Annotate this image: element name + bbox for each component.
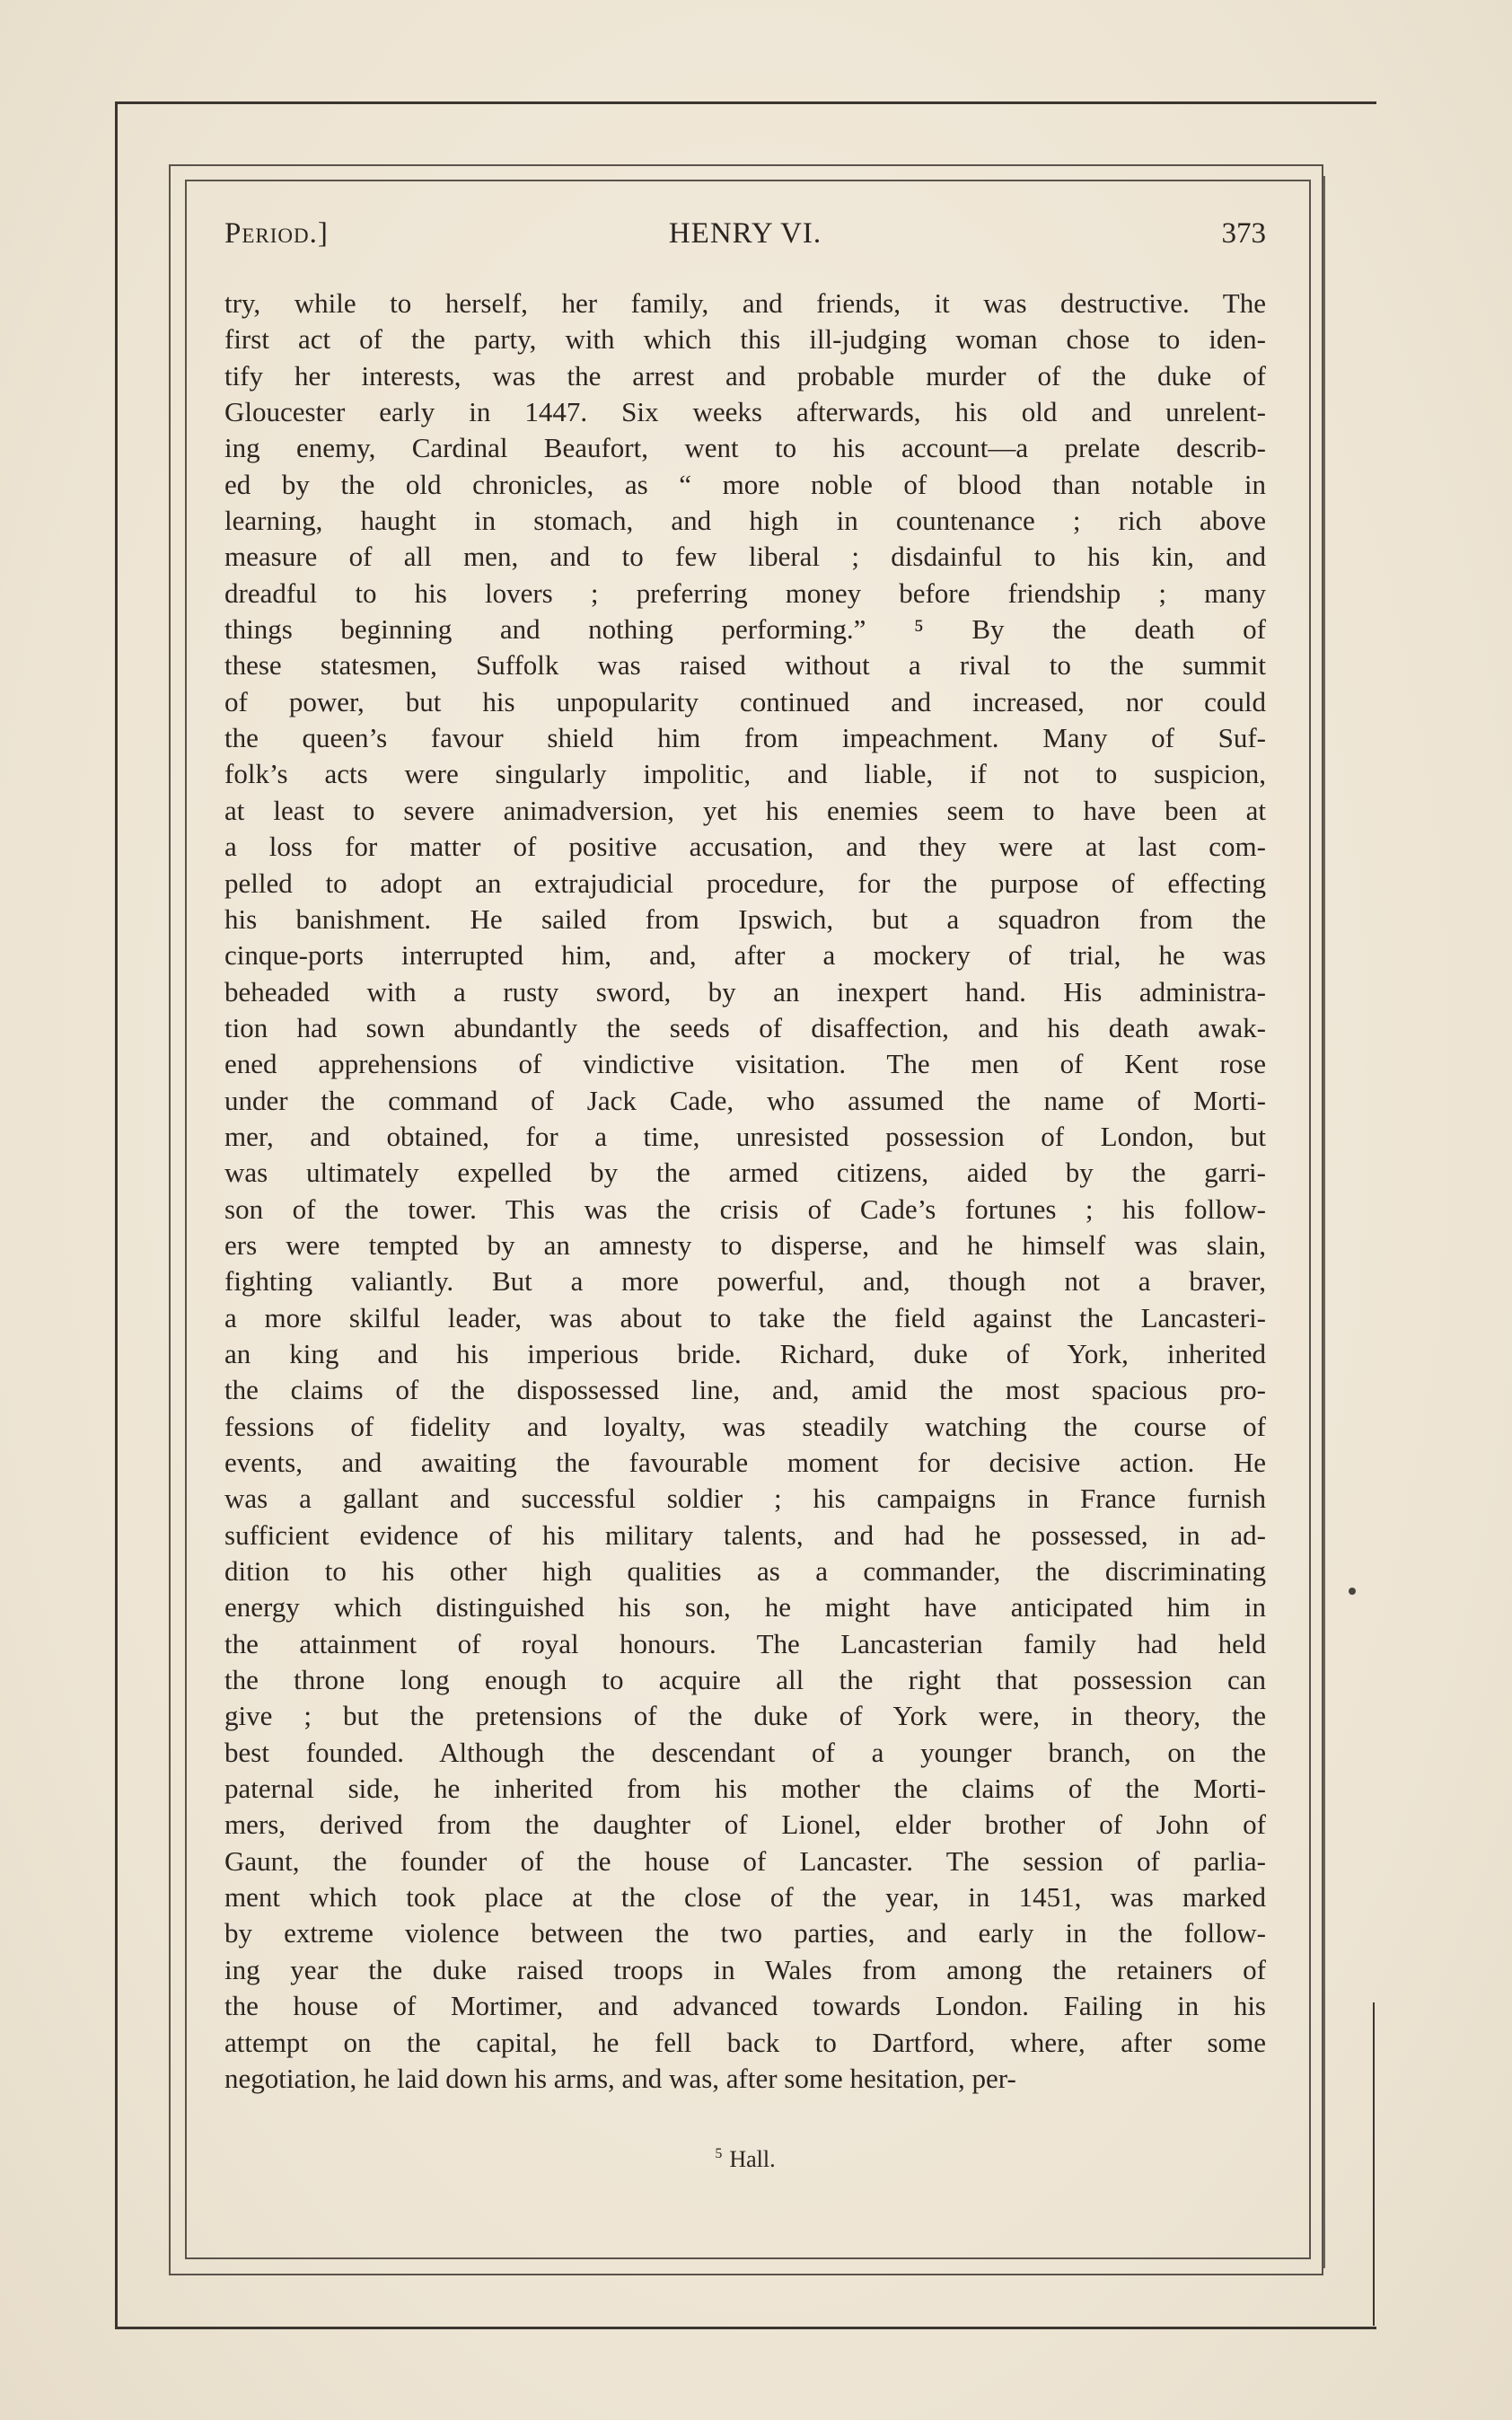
header-title: HENRY VI.: [668, 217, 822, 250]
text-line: things beginning and nothing performing.” ⁵ By the death of: [224, 613, 1266, 646]
running-header: [224, 217, 1266, 253]
text-line: a more skilful leader, was about to take the field against the Lancasteri-: [224, 1301, 1266, 1333]
text-line: ers were tempted by an amnesty to disperse, and he himself was slain,: [224, 1228, 1266, 1261]
text-line: fighting valiantly. But a more powerful, and, though not a braver,: [224, 1265, 1266, 1298]
text-line: the throne long enough to acquire all the right that possession can: [224, 1664, 1266, 1696]
footnote-marker: 5: [715, 2146, 723, 2162]
text-line: learning, haught in stomach, and high in countenance ; rich above: [224, 505, 1266, 537]
text-line: of power, but his unpopularity continued and increased, nor could: [224, 685, 1266, 717]
text-line: energy which distinguished his son, he might have anticipated him in: [224, 1591, 1266, 1624]
text-line: try, while to herself, her family, and friends, it was destructive. The: [224, 287, 1266, 319]
text-line: the queen’s favour shield him from impeachment. Many of Suf-: [224, 722, 1266, 754]
text-line: paternal side, he inherited from his mother the claims of the Morti-: [224, 1773, 1266, 1805]
outer-frame-right-edge: [1373, 2002, 1375, 2326]
text-line: cinque-ports interrupted him, and, after a mockery of trial, he was: [224, 939, 1266, 972]
text-line: ing enemy, Cardinal Beaufort, went to his account—a prelate describ-: [224, 432, 1266, 464]
text-line: ment which took place at the close of the year, in 1451, was marked: [224, 1881, 1266, 1914]
text-line: beheaded with a rusty sword, by an inexpert hand. His administra-: [224, 975, 1266, 1008]
footnote-text: Hall.: [729, 2146, 776, 2172]
text-line: tion had sown abundantly the seeds of disaffection, and his death awak-: [224, 1011, 1266, 1043]
text-line: ing year the duke raised troops in Wales from among the retainers of: [224, 1953, 1266, 1985]
text-line: an king and his imperious bride. Richard, duke of York, inherited: [224, 1337, 1266, 1369]
text-line: best founded. Although the descendant of a younger branch, on the: [224, 1736, 1266, 1768]
header-section-label: Period.]: [224, 217, 329, 250]
text-line: give ; but the pretensions of the duke of York were, in theory, the: [224, 1700, 1266, 1732]
text-line: the attainment of royal honours. The Lancasterian family had held: [224, 1627, 1266, 1659]
text-line: mers, derived from the daughter of Lionel, elder brother of John of: [224, 1808, 1266, 1841]
text-line: ened apprehensions of vindictive visitation. The men of Kent rose: [224, 1048, 1266, 1080]
text-line: folk’s acts were singularly impolitic, and liable, if not to suspicion,: [224, 758, 1266, 790]
text-line: sufficient evidence of his military talents, and had he possessed, in ad-: [224, 1518, 1266, 1551]
text-line: by extreme violence between the two parties, and early in the follow-: [224, 1917, 1266, 1949]
text-line: the claims of the dispossessed line, and, amid the most spacious pro-: [224, 1374, 1266, 1406]
text-line: son of the tower. This was the crisis of Cade’s fortunes ; his follow-: [224, 1192, 1266, 1225]
text-line: under the command of Jack Cade, who assumed the name of Morti-: [224, 1084, 1266, 1116]
inner-frame-right-rule: [1323, 176, 1325, 2268]
text-line: his banishment. He sailed from Ipswich, but a squadron from the: [224, 902, 1266, 935]
text-line: negotiation, he laid down his arms, and was, after some hesitation, per-: [224, 2062, 1016, 2094]
text-line: dreadful to his lovers ; preferring money before friendship ; many: [224, 576, 1266, 609]
text-line: events, and awaiting the favourable moment for decisive action. He: [224, 1447, 1266, 1478]
text-line: fessions of fidelity and loyalty, was steadily watching the course of: [224, 1410, 1266, 1442]
ink-dot: [1349, 1588, 1356, 1595]
text-line: a loss for matter of positive accusation, and they were at last com-: [224, 831, 1266, 863]
text-line: these statesmen, Suffolk was raised without a rival to the summit: [224, 649, 1266, 682]
text-line: mer, and obtained, for a time, unresisted possession of London, but: [224, 1120, 1266, 1152]
text-line: measure of all men, and to few liberal ; disdainful to his kin, and: [224, 541, 1266, 573]
text-line: tify her interests, was the arrest and probable murder of the duke of: [224, 359, 1266, 392]
text-line: pelled to adopt an extrajudicial procedure, for the purpose of effecting: [224, 867, 1266, 899]
text-line: dition to his other high qualities as a commander, the discriminating: [224, 1555, 1266, 1588]
body-text: [224, 286, 1266, 2097]
text-line: Gloucester early in 1447. Six weeks afterwards, his old and unrelent-: [224, 396, 1266, 428]
text-line: at least to severe animadversion, yet his enemies seem to have been at: [224, 794, 1266, 826]
text-line: Gaunt, the founder of the house of Lancaster. The session of parlia-: [224, 1844, 1266, 1877]
footnote: [224, 2146, 1266, 2173]
page-number: 373: [1221, 217, 1266, 250]
text-line: ed by the old chronicles, as “ more noble of blood than notable in: [224, 468, 1266, 500]
text-line: first act of the party, with which this ill-judging woman chose to iden-: [224, 323, 1266, 356]
text-line: the house of Mortimer, and advanced towards London. Failing in his: [224, 1990, 1266, 2022]
text-line: was ultimately expelled by the armed citizens, aided by the garri-: [224, 1157, 1266, 1189]
text-line: was a gallant and successful soldier ; his campaigns in France furnish: [224, 1483, 1266, 1515]
text-line: attempt on the capital, he fell back to Dartford, where, after some: [224, 2026, 1266, 2058]
